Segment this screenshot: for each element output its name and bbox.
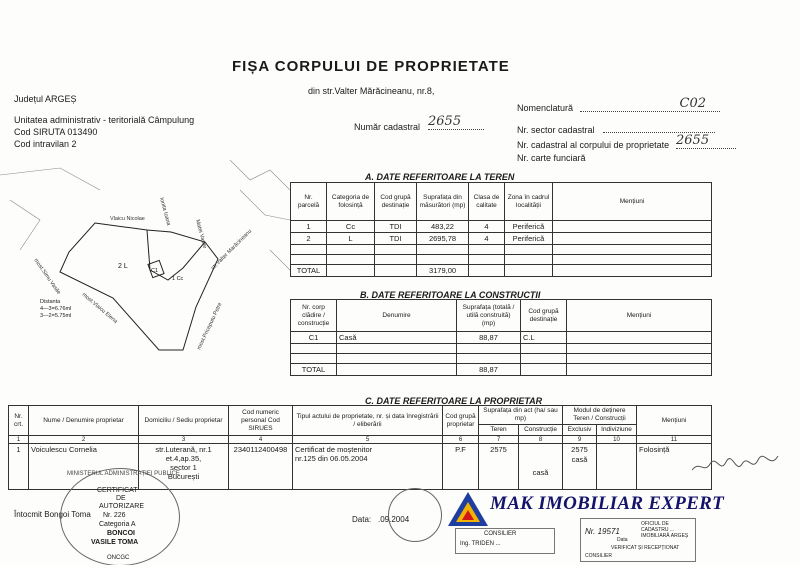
col-header: Indiviziune bbox=[597, 425, 637, 436]
cell: C.L bbox=[521, 332, 567, 344]
cell: 2 bbox=[291, 233, 327, 245]
stamp-text: CONSILIER bbox=[484, 531, 517, 537]
cell: 483,22 bbox=[417, 221, 469, 233]
col-header: Construcție bbox=[519, 425, 563, 436]
stamp-text: MINISTERUL ADMINISTRAȚIEI PUBLICE bbox=[67, 471, 180, 477]
col-header: Modul de deținere Teren / Construcții bbox=[563, 406, 637, 425]
cell: C1 bbox=[291, 332, 337, 344]
col-index: 7 bbox=[479, 436, 519, 444]
judet-label: Județul ARGEȘ bbox=[14, 94, 77, 104]
address-line: București bbox=[167, 472, 200, 481]
constructii-table bbox=[290, 299, 712, 376]
round-seal bbox=[388, 488, 442, 542]
cell: P.F bbox=[443, 444, 479, 490]
stamp-text: Ing. TRIDEN ... bbox=[460, 541, 501, 547]
owner-name: Voiculescu Cornelia bbox=[29, 444, 139, 490]
authorization-stamp bbox=[60, 468, 180, 565]
col-header: Mențiuni bbox=[553, 183, 712, 221]
address-line: et.4,ap.35, bbox=[165, 454, 202, 463]
cell bbox=[553, 221, 712, 233]
col-index: 6 bbox=[443, 436, 479, 444]
cell: 1 bbox=[9, 444, 29, 490]
col-header: Zona în cadrul localității bbox=[505, 183, 553, 221]
stamp-text: DE bbox=[116, 495, 126, 502]
col-header: Nr. corp clădire / construcție bbox=[291, 300, 337, 332]
col-header: Cod grupă destinație bbox=[375, 183, 417, 221]
col-header: Teren bbox=[479, 425, 519, 436]
sketch-label-pirlea: most.Priceputu Petre bbox=[196, 301, 224, 351]
act-line: Certificat de moștenitor bbox=[295, 445, 373, 454]
col-header: Denumire bbox=[337, 300, 457, 332]
col-header: Cod grupă destinație bbox=[521, 300, 567, 332]
col-header: Cod grupă proprietar bbox=[443, 406, 479, 436]
intravilan-label: Cod intravilan 2 bbox=[14, 139, 77, 149]
corp-label: Nr. cadastral al corpului de proprietate bbox=[517, 140, 670, 150]
section-c-title: C. DATE REFERITOARE LA PROPRIETAR bbox=[365, 396, 543, 406]
total-label: TOTAL bbox=[291, 364, 337, 376]
sketch-label-valter: str.Valter Marăcineanu bbox=[210, 228, 254, 272]
document-subtitle: din str.Valter Mărăcineanu, nr.8, bbox=[308, 86, 435, 96]
col-index: 8 bbox=[519, 436, 563, 444]
sketch-label-l2: 2 L bbox=[118, 263, 128, 270]
carte-label: Nr. carte funciară bbox=[517, 153, 586, 163]
cell: Cc bbox=[327, 221, 375, 233]
stamp-text: ONCGC bbox=[107, 555, 130, 561]
nr-cadastral-value: 2655 bbox=[428, 114, 484, 130]
stamp-text: CONSILIER bbox=[585, 553, 612, 559]
nr-cadastral-label: Număr cadastral bbox=[354, 122, 421, 132]
col-header: Clasa de calitate bbox=[469, 183, 505, 221]
plot-sketch bbox=[0, 160, 290, 385]
col-header: Suprafața (totală / utilă construită) (mp) bbox=[457, 300, 521, 332]
oficiu-stamp bbox=[580, 518, 696, 562]
col-index: 10 bbox=[597, 436, 637, 444]
table-row bbox=[291, 233, 712, 245]
total-row bbox=[291, 364, 712, 376]
cell-line: 2575 bbox=[571, 445, 588, 454]
cell: 2575 bbox=[479, 444, 519, 490]
siruta-label: Cod SIRUTA 013490 bbox=[14, 127, 98, 137]
cell: 4 bbox=[469, 221, 505, 233]
cell: 4 bbox=[469, 233, 505, 245]
stamp-text: Categoria A bbox=[99, 521, 136, 528]
sketch-distances: Distanta 4—3=6.76ml 3—2=5.75ml bbox=[40, 299, 72, 319]
col-index: 4 bbox=[229, 436, 293, 444]
data-value: .09.2004 bbox=[378, 515, 410, 524]
handwritten-scribble bbox=[690, 452, 780, 480]
document-title: FIȘA CORPULUI DE PROPRIETATE bbox=[232, 58, 510, 75]
brand-name: MAK IMOBILIAR EXPERT bbox=[490, 493, 725, 514]
consilier-stamp bbox=[455, 528, 555, 554]
act-proprietate bbox=[293, 444, 443, 490]
cell-line: casă bbox=[571, 455, 588, 464]
cell: L bbox=[327, 233, 375, 245]
cell: Folosință bbox=[637, 444, 712, 490]
cell bbox=[553, 233, 712, 245]
owner-cnp: 2340112400498 bbox=[229, 444, 293, 490]
cell bbox=[563, 444, 597, 490]
sketch-label-vlaicuelena: most.Vlaicu Elena bbox=[80, 291, 119, 325]
nomenclatura-value: C02 bbox=[580, 96, 720, 112]
sketch-label-l1cc: 1 Cc bbox=[172, 276, 184, 282]
col-header: Tipul actului de proprietate, nr. și data înregistrării / eliberării bbox=[293, 406, 443, 436]
cell: casă bbox=[519, 444, 563, 490]
table-row bbox=[291, 221, 712, 233]
col-header: Nr. crt. bbox=[9, 406, 29, 436]
col-header: Mențiuni bbox=[567, 300, 712, 332]
cell bbox=[567, 332, 712, 344]
cell: 1 bbox=[291, 221, 327, 233]
act-line: nr.125 din 06.05.2004 bbox=[295, 454, 368, 463]
col-index: 2 bbox=[29, 436, 139, 444]
stamp-text: Nr. 19571 bbox=[585, 527, 620, 536]
col-index: 3 bbox=[139, 436, 229, 444]
col-index: 5 bbox=[293, 436, 443, 444]
section-b-title: B. DATE REFERITOARE LA CONSTRUCȚII bbox=[360, 290, 541, 300]
total-value: 3179,00 bbox=[417, 265, 469, 277]
sketch-label-vlaicu: Vlaicu Nicolae bbox=[110, 216, 145, 222]
sketch-label-mostsimu: most.Simu Vasile bbox=[32, 257, 62, 296]
col-header: Suprafața din act (ha/ sau mp) bbox=[479, 406, 563, 425]
col-header: Nume / Denumire proprietar bbox=[29, 406, 139, 436]
address-line: sector 1 bbox=[170, 463, 197, 472]
cell: 2695,78 bbox=[417, 233, 469, 245]
col-header: Categoria de folosință bbox=[327, 183, 375, 221]
sketch-label-matei: Matei Vasile bbox=[194, 218, 208, 250]
total-label: TOTAL bbox=[291, 265, 327, 277]
col-header: Suprafața din măsurători (mp) bbox=[417, 183, 469, 221]
corp-value: 2655 bbox=[676, 133, 736, 149]
col-header: Nr. parcelă bbox=[291, 183, 327, 221]
stamp-text: OFICIUL DE CADASTRU ... IMOBILIARĂ ARGEȘ bbox=[641, 521, 689, 539]
cell: TDI bbox=[375, 233, 417, 245]
house-triangle-icon bbox=[446, 490, 490, 530]
cell: TDI bbox=[375, 221, 417, 233]
teren-table bbox=[290, 182, 712, 277]
col-header: Exclusiv bbox=[563, 425, 597, 436]
intocmit-label: Întocmit Bongoi Toma bbox=[14, 510, 91, 519]
stamp-text: Nr. 226 bbox=[103, 512, 126, 519]
cell: Periferică bbox=[505, 221, 553, 233]
col-index: 1 bbox=[9, 436, 29, 444]
total-value: 88,87 bbox=[457, 364, 521, 376]
sector-dots bbox=[603, 124, 715, 133]
sector-label: Nr. sector cadastral bbox=[517, 125, 595, 135]
section-a-title: A. DATE REFERITOARE LA TEREN bbox=[365, 172, 515, 182]
cell: 88,87 bbox=[457, 332, 521, 344]
unitate-label: Unitatea administrativ - teritorială Câmpulung bbox=[14, 115, 195, 125]
total-row bbox=[291, 265, 712, 277]
cell: Casă bbox=[337, 332, 457, 344]
sketch-label-c1: C1 bbox=[151, 268, 159, 274]
col-index: 9 bbox=[563, 436, 597, 444]
table-row bbox=[291, 332, 712, 344]
address-line: str.Luterană, nr.1 bbox=[155, 445, 212, 454]
stamp-text: Data bbox=[617, 537, 628, 543]
sketch-label-ionita: Ionita Ioana bbox=[158, 196, 172, 227]
stamp-text: AUTORIZARE bbox=[99, 503, 144, 510]
stamp-text: CERTIFICAT bbox=[97, 487, 138, 494]
data-label: Data: bbox=[352, 515, 372, 524]
cell: Periferică bbox=[505, 233, 553, 245]
stamp-text: VERIFICAT ȘI RECEPȚIONAT bbox=[611, 545, 680, 551]
nomenclatura-label: Nomenclatură bbox=[517, 103, 574, 113]
col-index: 11 bbox=[637, 436, 712, 444]
col-header: Cod numeric personal Cod SIRUES bbox=[229, 406, 293, 436]
stamp-text: VASILE TOMA bbox=[91, 539, 139, 546]
stamp-text: BONCOI bbox=[107, 530, 135, 537]
col-header: Mențiuni bbox=[637, 406, 712, 436]
col-header: Domiciliu / Sediu proprietar bbox=[139, 406, 229, 436]
